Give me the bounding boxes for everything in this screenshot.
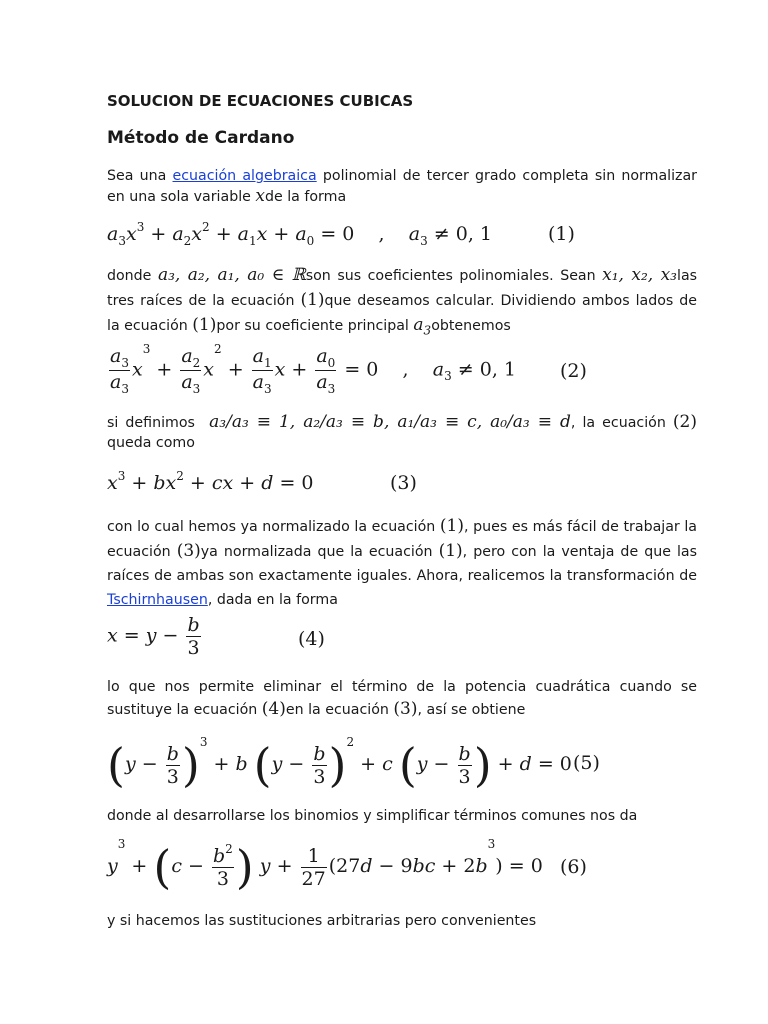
equation-number: (6) <box>560 856 587 878</box>
text-fragment: con lo cual hemos ya normalizado la ecuación <box>107 519 436 535</box>
equation-reference: (3) <box>176 541 201 561</box>
text-fragment: obtenemos <box>431 318 511 334</box>
page-title: SOLUCION DE ECUACIONES CUBICAS <box>107 92 414 110</box>
paragraph-substitution <box>107 676 697 721</box>
text-fragment: ya normalizada que la ecuación <box>200 544 433 560</box>
text-fragment: , dada en la forma <box>207 592 338 608</box>
text-fragment: las tres raíces de la ecuación <box>107 268 698 309</box>
text-fragment: , la ecuación <box>570 415 666 431</box>
paragraph-intro <box>107 166 697 207</box>
equation-number: (2) <box>560 360 587 382</box>
text-fragment: Sea una <box>107 168 167 184</box>
equation-reference: (1) <box>438 541 463 561</box>
paragraph-definitions <box>107 412 697 453</box>
link-tschirnhausen[interactable]: Tschirnhausen <box>107 592 208 608</box>
math-inline: x₁, x₂, x₃ <box>602 265 677 285</box>
text-fragment: , pero con la ventaja de que las raíces de ambas son exactamente iguales. Ahora, realicemos la transformación de <box>107 544 698 584</box>
equation-reference: (4) <box>261 699 286 719</box>
paragraph-expansion: donde al desarrollarse los binomios y simplificar términos comunes nos da <box>107 808 638 824</box>
equation-4: x = y − $\frac{b}{3}$ <box>107 614 200 659</box>
paragraph-normalized <box>107 514 697 612</box>
equation-number: (4) <box>298 628 325 650</box>
text-fragment: si definimos <box>107 415 195 431</box>
equation-6: $y^3 + (c$ − $\frac{b^2}{3}$ ) y + $\frac{1}{27}$ $(27d - 9bc + 2b^3) = 0$ <box>107 837 543 894</box>
math-variable: x <box>255 186 265 206</box>
equation-reference: (1) <box>300 290 325 310</box>
text-fragment: , pues es más fácil de trabajar la ecuación <box>107 519 697 560</box>
equation-5: (y − $\frac{b}{3}$ )$^3$ + b (y − $\frac{b}{3}$ )$^2$ + c (y − $\frac{b}{3}$ ) + d = 0 <box>107 735 572 792</box>
equation-reference: (3) <box>393 699 418 719</box>
text-fragment: son sus coeficientes polinomiales. Sean <box>305 268 596 284</box>
math-inline: a₃/a₃ ≡ 1, a₂/a₃ ≡ b, a₁/a₃ ≡ c, a₀/a₃ ≡ d <box>209 412 571 432</box>
section-heading: Método de Cardano <box>107 128 295 148</box>
equation-reference: (1) <box>439 516 465 536</box>
link-ecuacion-algebraica[interactable]: ecuación algebraica <box>172 168 317 184</box>
text-fragment: que deseamos calcular. Dividiendo ambos lados de la ecuación <box>107 293 697 334</box>
text-fragment: donde <box>107 268 152 284</box>
text-fragment: polinomial de tercer grado completa sin normalizar en una sola variable <box>107 168 698 205</box>
text-fragment: de la forma <box>264 189 347 205</box>
equation-reference: (2) <box>672 412 698 432</box>
equation-3: $x^3 + bx^2$ + cx + d = 0 <box>107 469 314 494</box>
equation-number: (3) <box>390 472 417 494</box>
paragraph-substitutions: y si hacemos las sustituciones arbitrarias pero convenientes <box>107 913 537 929</box>
equation-number: (5) <box>573 752 600 774</box>
text-fragment: lo que nos permite eliminar el término de la potencia cuadrática cuando se sustituye la ecuación <box>107 679 697 718</box>
equation-1: $a_3x^3 + a_2x^2 + a_1x + a_0 = 0$ , $a_3 \ne 0$, 1 <box>107 220 492 248</box>
paragraph-coefficients: donde a₃, a₂, a₁, a₀ ∈ ℝson sus coeficientes polinomiales. Sean x₁, x₂, x₃las tres raíces de la ecuación (1)que deseamos calcular. Dividiendo ambos lados de la ecuación (1)por su coeficiente principal $a_3obtenemos$ <box>107 265 698 338</box>
text-fragment: queda como <box>107 435 195 451</box>
text-fragment: por su coeficiente principal <box>216 318 409 334</box>
equation-number: (1) <box>548 223 575 245</box>
equation-2: $\frac{a_3}{a_3}$ $x^3$ + $\frac{a_2}{a_3}$ $x^2$ + $\frac{a_1}{a_3}$ x + $\frac{a_0}{a_3}$ = 0 , $a_3 \ne 0$, 1 <box>110 342 516 396</box>
text-fragment: en la ecuación <box>285 702 389 718</box>
math-inline: a₃, a₂, a₁, a₀ ∈ ℝ <box>157 265 306 285</box>
text-fragment: , así se obtiene <box>417 702 526 718</box>
equation-reference: (1) <box>192 315 217 335</box>
